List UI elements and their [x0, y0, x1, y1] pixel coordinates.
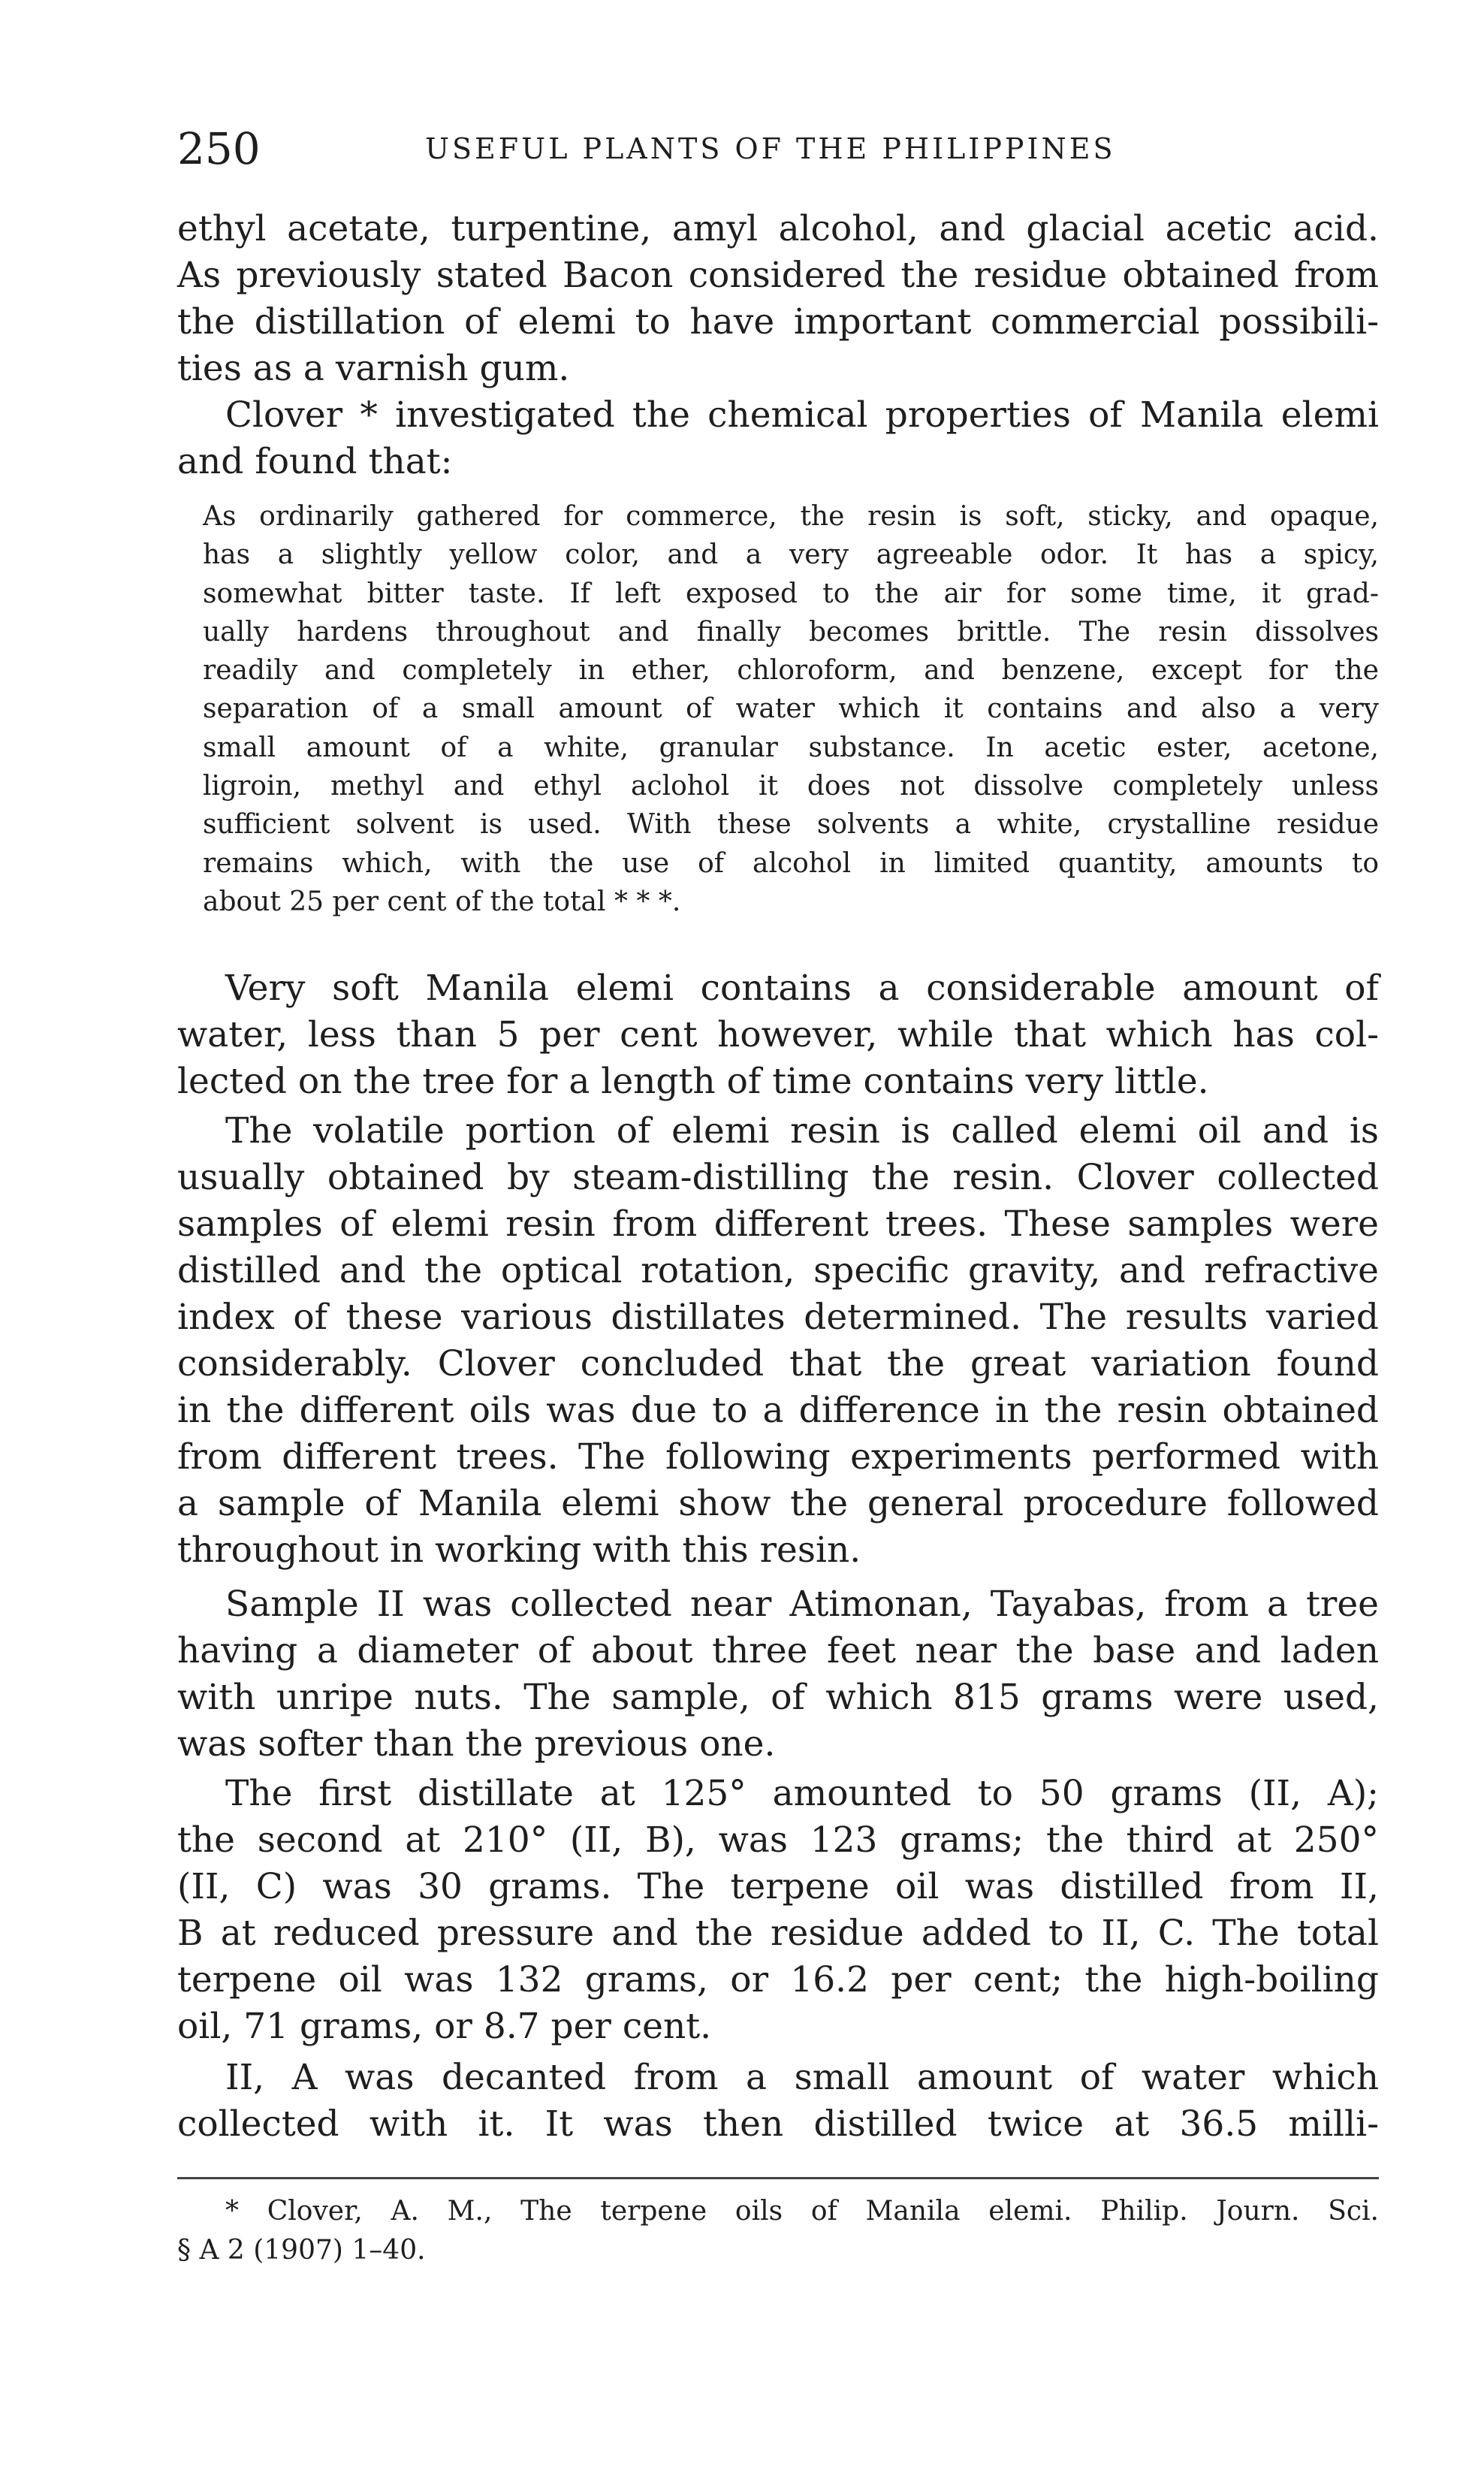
text-line: was softer than the previous one. — [177, 1723, 776, 1765]
text-line: and found that: — [177, 441, 453, 482]
text-line: water, less than 5 per cent however, while that which has col- — [177, 1014, 1379, 1055]
page-number: 250 — [177, 123, 261, 174]
text-line: distilled and the optical rotation, specific gravity, and refractive — [177, 1250, 1379, 1291]
text-line: throughout in working with this resin. — [177, 1529, 861, 1571]
paragraph-clover-intro — [177, 392, 1379, 485]
text-line: with unripe nuts. The sample, of which 815 grams were used, — [177, 1677, 1379, 1718]
footnote — [177, 2192, 1379, 2270]
text-line: lected on the tree for a length of time contains very little. — [177, 1061, 1209, 1102]
quote-line: separation of a small amount of water which it contains and also a very — [203, 693, 1379, 725]
text-line: collected with it. It was then distilled twice at 36.5 milli- — [177, 2103, 1379, 2145]
quote-line: small amount of a white, granular substance. In acetic ester, acetone, — [203, 732, 1379, 763]
quote-line: about 25 per cent of the total * * *. — [203, 886, 681, 917]
quote-line: has a slightly yellow color, and a very agreeable odor. It has a spicy, — [203, 539, 1379, 571]
page-header — [177, 119, 1379, 179]
text-line: in the different oils was due to a difference in the resin obtained — [177, 1390, 1379, 1431]
text-line: Very soft Manila elemi contains a considerable amount of — [225, 968, 1379, 1009]
paragraph-elemi-oil — [177, 1108, 1379, 1574]
text-line: The volatile portion of elemi resin is called elemi oil and is — [225, 1110, 1379, 1152]
text-line: from different trees. The following experiments performed with — [177, 1436, 1379, 1478]
text-line: ties as a varnish gum. — [177, 348, 570, 389]
text-line: having a diameter of about three feet near the base and laden — [177, 1630, 1379, 1671]
footnote-divider — [177, 2177, 1379, 2179]
footnote-line: § A 2 (1907) 1–40. — [177, 2235, 426, 2266]
text-line: B at reduced pressure and the residue added to II, C. The total — [177, 1913, 1379, 1954]
text-line: terpene oil was 132 grams, or 16.2 per cent; the high-boiling — [177, 1959, 1379, 2000]
quote-line: remains which, with the use of alcohol in limited quantity, amounts to — [203, 847, 1379, 879]
quote-line: ually hardens throughout and finally becomes brittle. The resin dissolves — [203, 616, 1379, 648]
text-line: usually obtained by steam-distilling the resin. Clover collected — [177, 1157, 1379, 1198]
text-line: (II, C) was 30 grams. The terpene oil was distilled from II, — [177, 1866, 1379, 1907]
quote-line: As ordinarily gathered for commerce, the resin is soft, sticky, and opaque, — [203, 501, 1379, 532]
text-line: As previously stated Bacon considered the residue obtained from — [177, 255, 1379, 296]
text-line: the distillation of elemi to have important commercial possibili- — [177, 301, 1379, 343]
text-line: The first distillate at 125° amounted to 50 grams (II, A); — [225, 1773, 1379, 1814]
text-line: ethyl acetate, turpentine, amyl alcohol, and glacial acetic acid. — [177, 208, 1379, 249]
text-line: the second at 210° (II, B), was 123 grams; the third at 250° — [177, 1819, 1379, 1861]
paragraph-solvents — [177, 206, 1379, 392]
quote-line: sufficient solvent is used. With these solvents a white, crystalline residue — [203, 809, 1379, 841]
text-line: oil, 71 grams, or 8.7 per cent. — [177, 2006, 712, 2047]
text-line: a sample of Manila elemi show the general procedure followed — [177, 1483, 1379, 1524]
text-line: Sample II was collected near Atimonan, Tayabas, from a tree — [225, 1584, 1379, 1625]
paragraph-distillates — [177, 1771, 1379, 2050]
text-line: samples of elemi resin from different trees. These samples were — [177, 1203, 1379, 1245]
quote-line: readily and completely in ether, chloroform, and benzene, except for the — [203, 655, 1379, 687]
text-line: index of these various distillates determined. The results varied — [177, 1297, 1379, 1338]
block-quote — [203, 497, 1379, 921]
text-line: II, A was decanted from a small amount of water which — [225, 2057, 1379, 2098]
quote-line: somewhat bitter taste. If left exposed to the air for some time, it grad- — [203, 578, 1379, 609]
paragraph-water-content — [177, 965, 1379, 1105]
text-line: considerably. Clover concluded that the great variation found — [177, 1343, 1379, 1384]
quote-line: ligroin, methyl and ethyl aclohol it does not dissolve completely unless — [203, 771, 1379, 802]
paragraph-sample-ii — [177, 1581, 1379, 1768]
footnote-line: * Clover, A. M., The terpene oils of Manila elemi. Philip. Journ. Sci. — [225, 2196, 1379, 2227]
text-line: Clover * investigated the chemical properties of Manila elemi — [225, 394, 1379, 436]
running-title: USEFUL PLANTS OF THE PHILIPPINES — [425, 132, 1116, 165]
paragraph-decanted — [177, 2055, 1379, 2148]
